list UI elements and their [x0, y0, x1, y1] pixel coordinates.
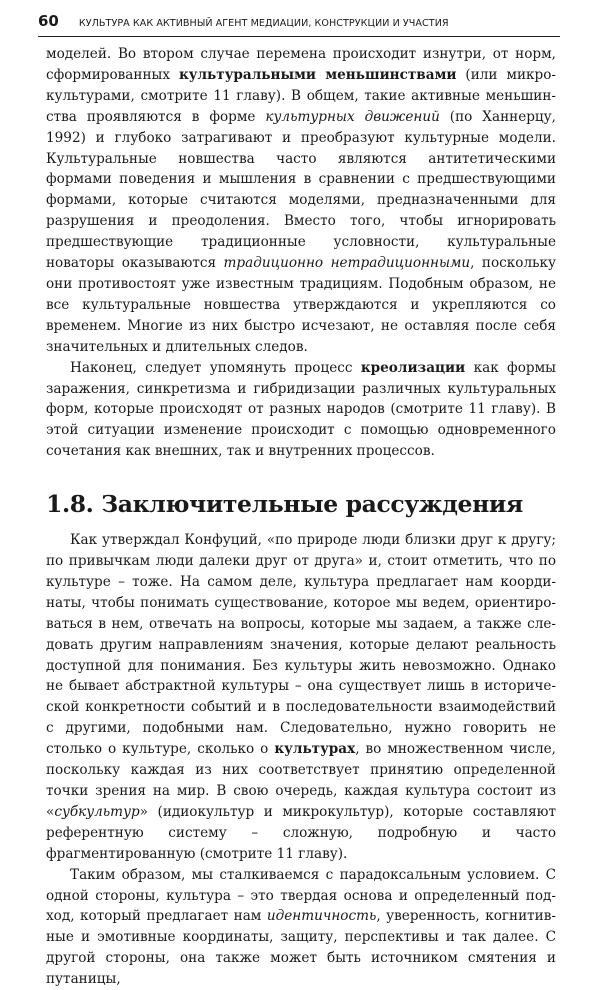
- running-title: КУЛЬТУРА КАК АКТИВНЫЙ АГЕНТ МЕДИАЦИИ, КОНСТРУКЦИИ И УЧАСТИЯ: [78, 18, 449, 29]
- bold-term: креолизации: [360, 359, 466, 376]
- italic-term: традиционно нетрадиционными: [223, 255, 471, 272]
- text-span: (или микрокультурами, смотрите 11 главу). В общем, такие активные меньшинства проявляются в форме: [46, 66, 556, 125]
- text-span: Наконец, следует упомянуть процесс: [70, 359, 361, 376]
- text-span: » (идиокультур и микрокультур), которые составляют референтную систему – сложную, подробную и часто фрагментированную (смотрите 11 главу).: [46, 803, 556, 862]
- paragraph-2: [46, 358, 556, 463]
- text-span: , во множественном числе, поскольку каждая из них соответствует принятию определенной точки зрения на мир. В свою очередь, каждая культура состоит из «: [46, 741, 556, 820]
- body-text: [46, 44, 556, 990]
- bold-term: культурах: [274, 741, 356, 758]
- italic-term: идентичность: [266, 908, 377, 925]
- italic-term: культурных движений: [265, 108, 440, 125]
- text-span: как формы заражения, синкретизма и гибридизации различных культуральных форм, которые происходят от разных народов (смотрите 11 главу). В этой ситуации изменение происходит с помощью одновременного сочетания как внешних, так и внутренних процессов.: [46, 359, 556, 460]
- section-heading: 1.8. Заключительные рассуждения: [46, 490, 523, 519]
- text-span: , уверенность, когнитивные и эмотивные координаты, защиту, перспективы и так далее. С другой стороны, она также может быть источником смятения и путаницы,: [46, 908, 556, 988]
- paragraph-4: [46, 865, 556, 990]
- text-span: , поскольку они противостоят уже известным традициям. Подобным образом, не все культуральные новшества утверждаются и укрепляются со временем. Многие из них быстро исчезают, не оставляя после себя значительных и длительных следов.: [46, 255, 556, 355]
- page-number: 60: [38, 12, 59, 30]
- paragraph-3: [46, 530, 556, 865]
- paragraph-1: [46, 44, 556, 358]
- running-header: [38, 12, 560, 37]
- bold-term: культуральными меньшинствами: [178, 66, 457, 83]
- text-span: (по Ханнерцу, 1992) и глубоко затрагивают и преобразуют культурные модели. Культуральные новшества часто являются антитетическими формами поведения и мышления в сравнении с предшествующими формами, которые считаются моделями, предназначенными для разрушения и преодоления. Вместо того, чтобы игнорировать предшествующие традиционные условности, культуральные новаторы оказываются: [46, 108, 556, 272]
- text-span: Таким образом, мы сталкиваемся с парадоксальным условием. С одной стороны, культура – это твердая основа и определенный подход, который предлагает нам: [46, 866, 556, 925]
- text-span: Как утверждал Конфуций, «по природе люди близки друг к другу; по привычкам люди далеки друг от друга» и, стоит отметить, что по культуре – тоже. На самом деле, культура предлагает нам координаты, чтобы понимать существование, которое мы ведем, ориентироваться в нем, отвечать на вопросы, которые мы задаем, а также следовать другим направлениям значения, которые делают реальность доступной для понимания. Без культуры жить невозможно. Однако не бывает абстрактной культуры – она существует лишь в исторической конкретности событий и в последовательности взаимодействий с другими, подобными нам. Следовательно, нужно говорить не столько о культуре, сколько о: [46, 532, 556, 758]
- italic-term: субкультур: [54, 803, 140, 820]
- text-span: моделей. Во втором случае перемена происходит изнутри, от норм, сформированных: [46, 46, 556, 83]
